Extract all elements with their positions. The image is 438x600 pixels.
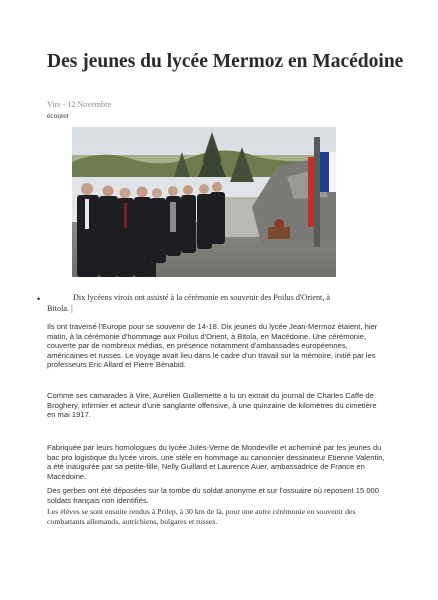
paragraph-5: Les élèves se sont ensuite rendus à Prilep, à 30 km de là, pour une autre cérémonie en souvenir des combattants allemands, autrichiens, bulgares et russes. <box>47 507 356 526</box>
ceremony-photo <box>72 127 336 277</box>
paragraph-1: Ils ont traversé l'Europe pour se souvenir de 14-18. Dix jeunes du lycée Jean-Mermoz étaient, hier matin, à la cérémonie d'hommage aux Poilus d'Orient, à Bitola, en Macédoine. Une cérémonie, couverte par de nombreux médias, en présence notamment d'ambassades européennes, américaines et russes. Le voyage avait lieu dans le cadre d'un travail sur la mémoire, initié par les professeurs Eric Allard et Pierre Bénabid. <box>47 322 378 370</box>
photo-caption <box>47 292 377 314</box>
paragraph-4: Des gerbes ont été déposées sur la tombe du soldat anonyme et sur l'ossuaire où reposent 15 000 soldats français non identifiés. <box>47 486 379 505</box>
paragraph-3: Fabriquée par leurs homologues du lycée Jules-Verne de Mondeville et acheminé par les jeunes du bac pro logistique du lycée virois, une stèle en hommage au canonnier dessinateur Etienne Valentin, a été inaugurée par sa petite-fille, Nelly Guillard et Laurence Auer, ambassadrice de France en Macédoine. <box>47 443 385 481</box>
bullet-dot: • <box>37 294 41 304</box>
caption-line-1: Dix lycéens virois ont assisté à la cérémonie en souvenir des Poilus d'Orient, à <box>73 293 331 302</box>
article-title: Des jeunes du lycée Mermoz en Macédoine <box>47 51 404 72</box>
article-meta: Vire - 12 Novembre <box>47 100 112 109</box>
listen-link[interactable]: écouter <box>47 111 70 120</box>
paragraph-2: Comme ses camarades à Vire, Aurélien Guillemette a lu un extrait du journal de Charles Caffe de Broghery, infirmier et acteur d'une sanglante offensive, à une quinzaine de kilomètres du cimetière en mai 1917. <box>47 391 377 420</box>
caption-line-2: Bitola. | <box>47 304 73 313</box>
article-photo <box>72 127 336 277</box>
